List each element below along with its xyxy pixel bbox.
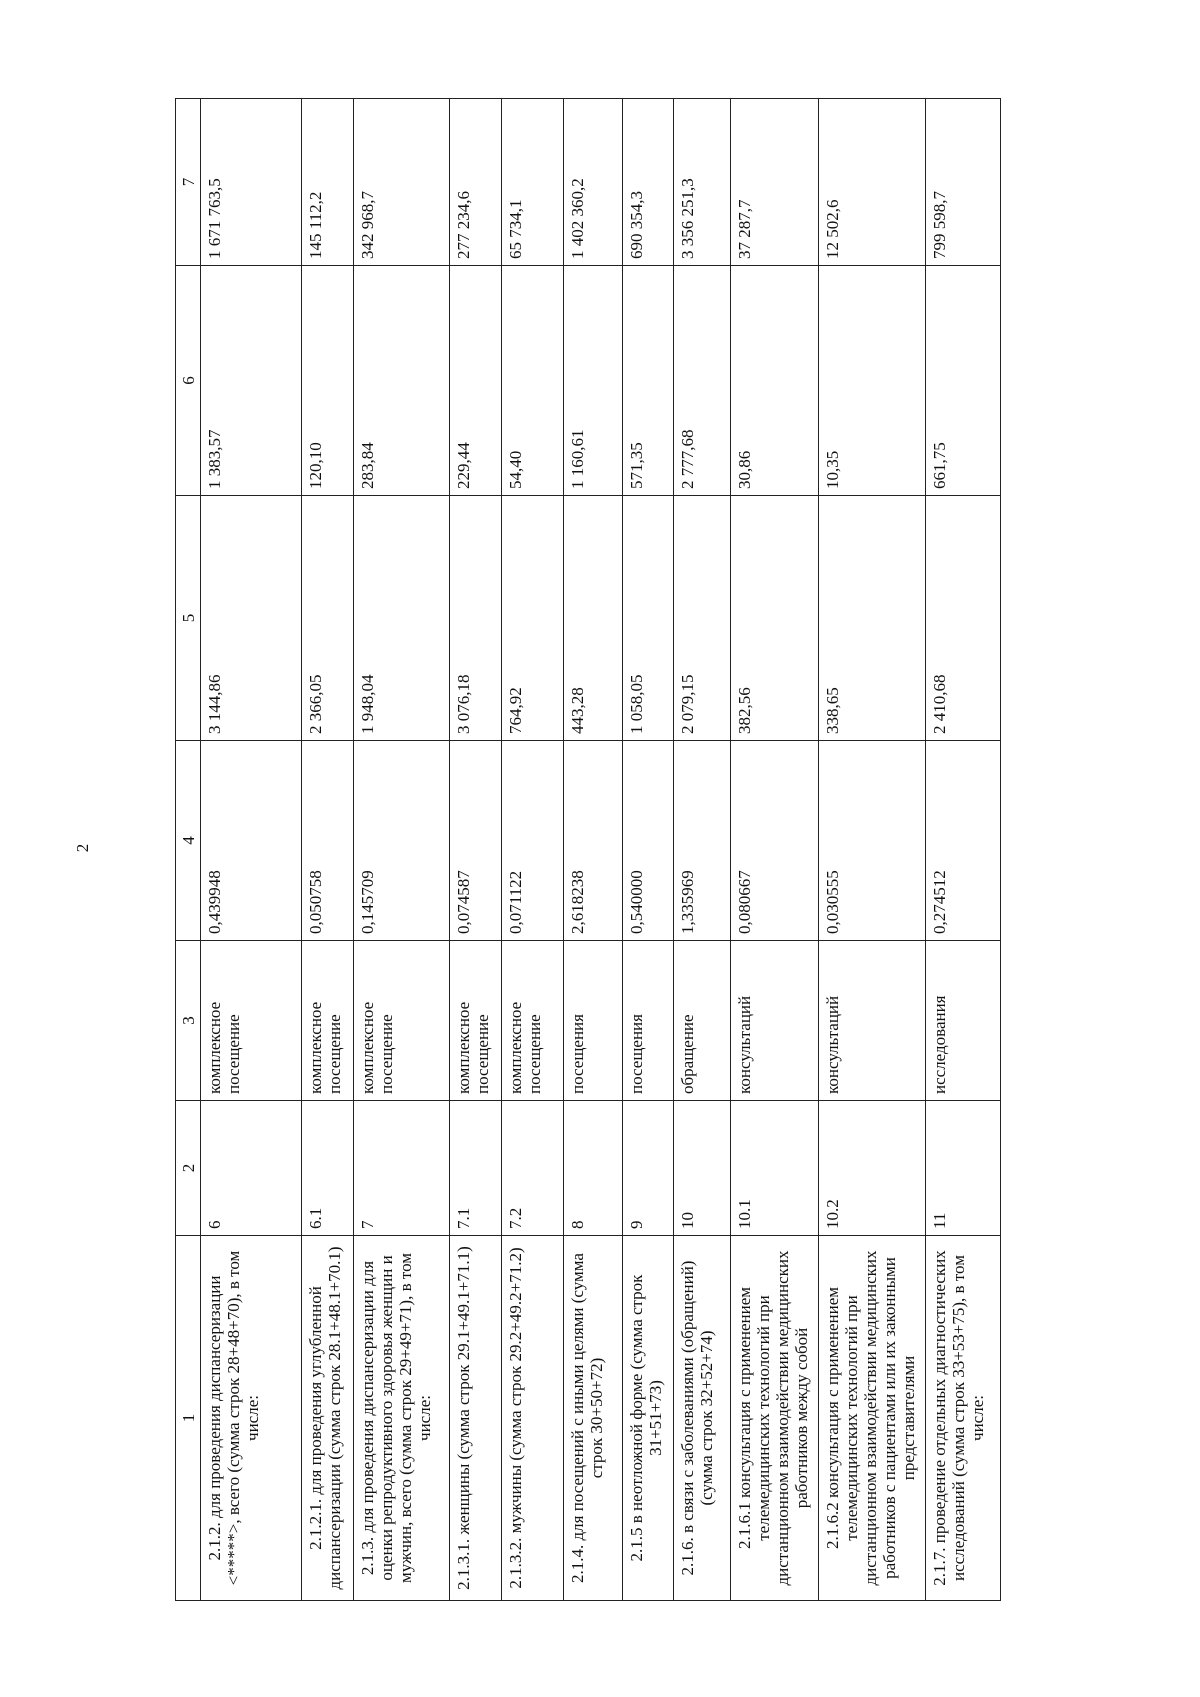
table-row [622, 99, 674, 1601]
row-label: 2.1.2.1. для проведения углубленной диспансеризации (сумма строк 28.1+48.1+70.1) [302, 1236, 354, 1601]
column-header: 4 [176, 741, 201, 941]
unit-cell: комплексное посещение [450, 941, 502, 1101]
value-cell: 10,35 [819, 266, 926, 496]
column-header: 5 [176, 496, 201, 741]
value-cell: 65 734,1 [501, 99, 563, 266]
row-code: 7.2 [501, 1101, 563, 1236]
row-label: 2.1.6.2 консультация с применением телемедицинских технологий при дистанционном взаимодействии медицинских работников с пациентами или их законными представителями [819, 1236, 926, 1601]
value-cell: 277 234,6 [450, 99, 502, 266]
unit-cell: посещения [563, 941, 622, 1101]
row-label: 2.1.3.2. мужчины (сумма строк 29.2+49.2+71.2) [501, 1236, 563, 1601]
value-cell: 0,050758 [302, 741, 354, 941]
value-cell: 145 112,2 [302, 99, 354, 266]
value-cell: 2,618238 [563, 741, 622, 941]
table-row [731, 99, 819, 1601]
row-code: 7.1 [450, 1101, 502, 1236]
row-code: 6 [201, 1101, 302, 1236]
table-row [563, 99, 622, 1601]
table-row [819, 99, 926, 1601]
value-cell: 1 948,04 [353, 496, 449, 741]
row-label: 2.1.3.1. женщины (сумма строк 29.1+49.1+71.1) [450, 1236, 502, 1601]
value-cell: 764,92 [501, 496, 563, 741]
value-cell: 12 502,6 [819, 99, 926, 266]
value-cell: 0,439948 [201, 741, 302, 941]
row-code: 6.1 [302, 1101, 354, 1236]
value-cell: 0,074587 [450, 741, 502, 941]
value-cell: 3 076,18 [450, 496, 502, 741]
value-cell: 2 366,05 [302, 496, 354, 741]
row-code: 10.1 [731, 1101, 819, 1236]
value-cell: 2 410,68 [926, 496, 1001, 741]
table-row [302, 99, 354, 1601]
unit-cell: комплексное посещение [201, 941, 302, 1101]
table-row [201, 99, 302, 1601]
value-cell: 1,335969 [674, 741, 731, 941]
value-cell: 229,44 [450, 266, 502, 496]
row-label: 2.1.4. для посещений с иными целями (сумма строк 30+50+72) [563, 1236, 622, 1601]
value-cell: 571,35 [622, 266, 674, 496]
value-cell: 0,274512 [926, 741, 1001, 941]
value-cell: 2 079,15 [674, 496, 731, 741]
unit-cell: посещения [622, 941, 674, 1101]
table-row [450, 99, 502, 1601]
table-row [353, 99, 449, 1601]
value-cell: 0,145709 [353, 741, 449, 941]
value-cell: 661,75 [926, 266, 1001, 496]
value-cell: 283,84 [353, 266, 449, 496]
value-cell: 342 968,7 [353, 99, 449, 266]
row-label: 2.1.6. в связи с заболеваниями (обращений) (сумма строк 32+52+74) [674, 1236, 731, 1601]
table-row [674, 99, 731, 1601]
column-header: 2 [176, 1101, 201, 1236]
value-cell: 2 777,68 [674, 266, 731, 496]
row-code: 10 [674, 1101, 731, 1236]
value-cell: 30,86 [731, 266, 819, 496]
table-container [175, 99, 1001, 1601]
value-cell: 338,65 [819, 496, 926, 741]
row-code: 10.2 [819, 1101, 926, 1236]
value-cell: 3 356 251,3 [674, 99, 731, 266]
unit-cell: комплексное посещение [302, 941, 354, 1101]
value-cell: 1 671 763,5 [201, 99, 302, 266]
value-cell: 37 287,7 [731, 99, 819, 266]
column-header: 3 [176, 941, 201, 1101]
row-code: 9 [622, 1101, 674, 1236]
unit-cell: консультаций [819, 941, 926, 1101]
value-cell: 1 160,61 [563, 266, 622, 496]
row-label: 2.1.7. проведение отдельных диагностических исследований (сумма строк 33+53+75), в том числе: [926, 1236, 1001, 1601]
row-code: 11 [926, 1101, 1001, 1236]
value-cell: 1 383,57 [201, 266, 302, 496]
column-header: 6 [176, 266, 201, 496]
unit-cell: обращение [674, 941, 731, 1101]
value-cell: 120,10 [302, 266, 354, 496]
row-label: 2.1.3. для проведения диспансеризации для оценки репродуктивного здоровья женщин и мужчин, всего (сумма строк 29+49+71), в том числе: [353, 1236, 449, 1601]
row-code: 7 [353, 1101, 449, 1236]
page-number: 2 [73, 843, 92, 853]
header-row [176, 99, 201, 1601]
table-row [501, 99, 563, 1601]
value-cell: 690 354,3 [622, 99, 674, 266]
value-cell: 3 144,86 [201, 496, 302, 741]
row-label: 2.1.5 в неотложной форме (сумма строк 31+51+73) [622, 1236, 674, 1601]
data-table [175, 98, 1001, 1601]
value-cell: 1 402 360,2 [563, 99, 622, 266]
value-cell: 799 598,7 [926, 99, 1001, 266]
row-code: 8 [563, 1101, 622, 1236]
row-label: 2.1.6.1 консультация с применением телемедицинских технологий при дистанционном взаимодействии медицинских работников между собой [731, 1236, 819, 1601]
value-cell: 0,540000 [622, 741, 674, 941]
value-cell: 54,40 [501, 266, 563, 496]
unit-cell: исследования [926, 941, 1001, 1101]
column-header: 7 [176, 99, 201, 266]
row-label: 2.1.2. для проведения диспансеризации <*****>, всего (сумма строк 28+48+70), в том числе: [201, 1236, 302, 1601]
unit-cell: консультаций [731, 941, 819, 1101]
value-cell: 0,080667 [731, 741, 819, 941]
column-header: 1 [176, 1236, 201, 1601]
table-row [926, 99, 1001, 1601]
unit-cell: комплексное посещение [501, 941, 563, 1101]
unit-cell: комплексное посещение [353, 941, 449, 1101]
value-cell: 0,071122 [501, 741, 563, 941]
value-cell: 0,030555 [819, 741, 926, 941]
value-cell: 382,56 [731, 496, 819, 741]
value-cell: 443,28 [563, 496, 622, 741]
value-cell: 1 058,05 [622, 496, 674, 741]
